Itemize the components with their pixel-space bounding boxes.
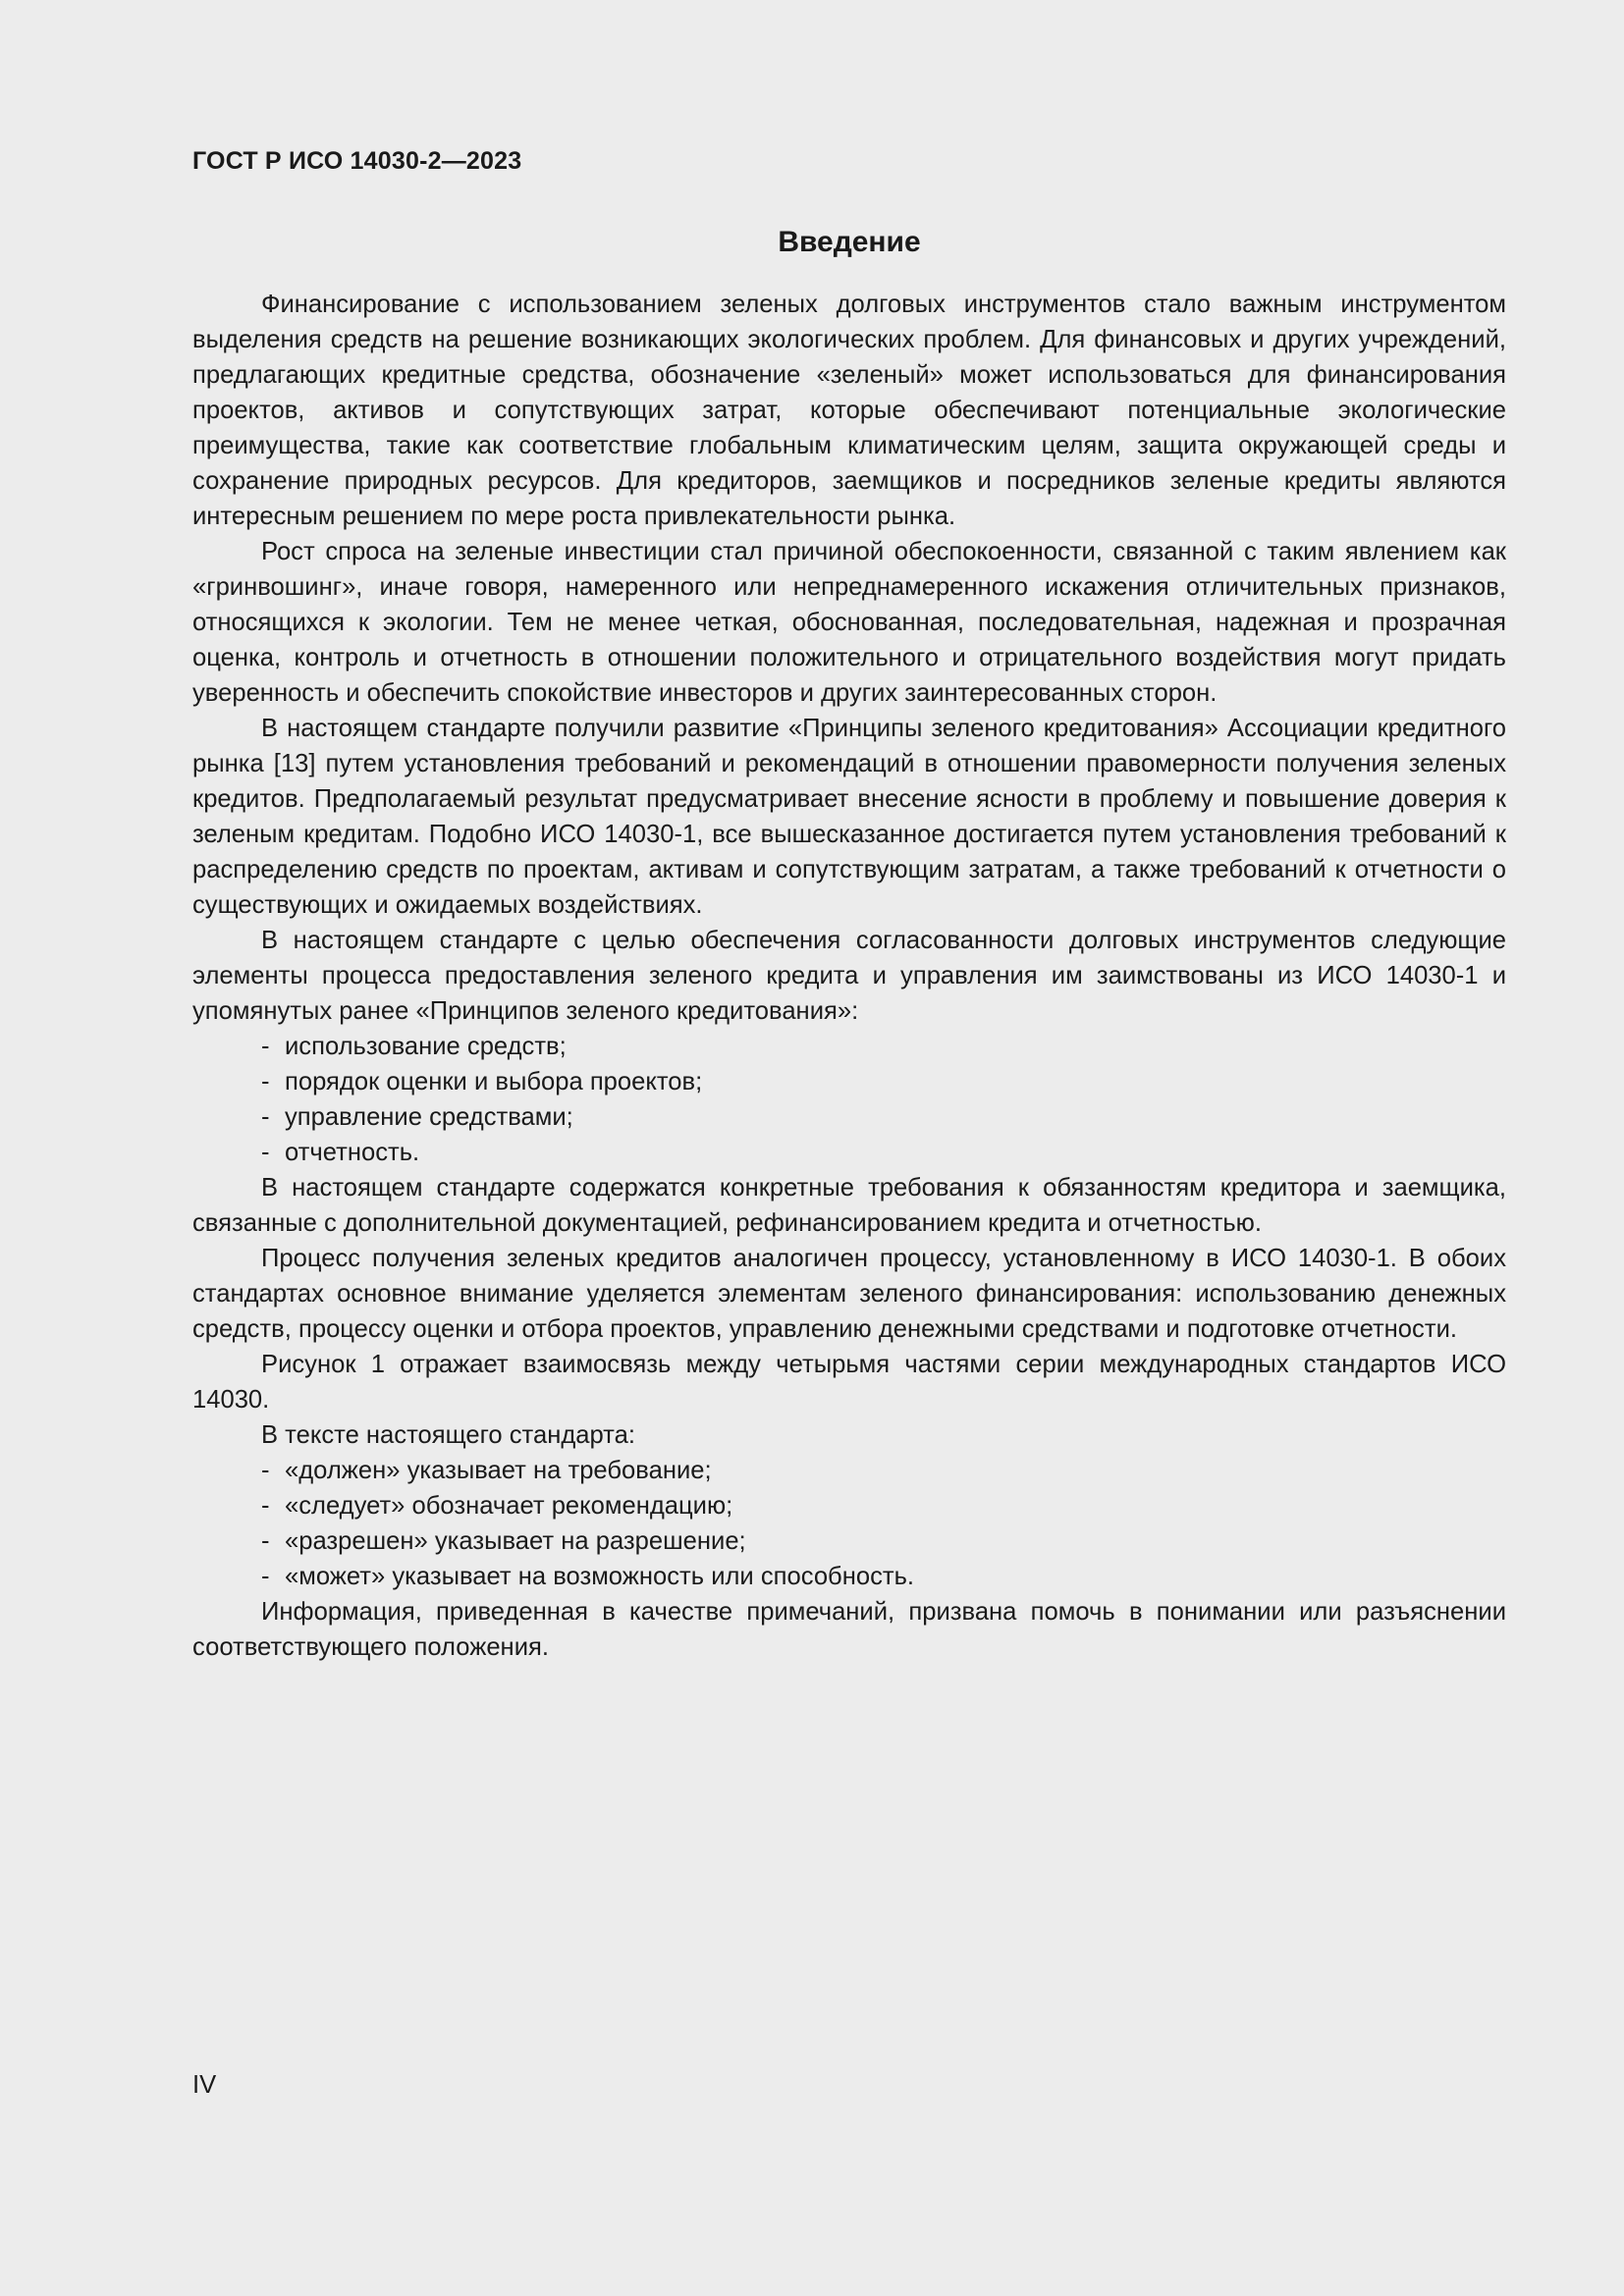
list-item [192,1453,1506,1488]
list-item-text: отчетность. [285,1139,420,1166]
list-item [192,1135,1506,1170]
paragraph: В настоящем стандарте получили развитие «Принципы зеленого кредитования» Ассоциации кредитного рынка [13] путем установления требований и рекомендаций в отношении правомерности получения зеленых кредитов. Предполагаемый результат предусматривает внесение ясности в проблему и повышение доверия к зеленым кредитам. Подобно ИСО 14030-1, все вышесказанное достигается путем установления требований к распределению средств по проектам, активам и сопутствующим затратам, а также требований к отчетности о существующих и ожидаемых воздействиях. [192,715,1506,919]
page-number: IV [192,2071,217,2099]
list-item-text: управление средствами; [285,1103,573,1131]
list-dash: - [261,1139,270,1166]
list-item-text: «должен» указывает на требование; [285,1457,712,1484]
document-body [192,287,1506,1665]
list-item-text: «может» указывает на возможность или способность. [285,1563,915,1590]
paragraph: Рисунок 1 отражает взаимосвязь между четырьмя частями серии международных стандартов ИСО 14030. [192,1351,1506,1414]
paragraph: Процесс получения зеленых кредитов аналогичен процессу, установленному в ИСО 14030-1. В обоих стандартах основное внимание уделяется элементам зеленого финансирования: использованию денежных средств, процессу оценки и отбора проектов, управлению денежными средствами и подготовке отчетности. [192,1245,1506,1343]
document-page [192,0,1506,2296]
list-item-text: «следует» обозначает рекомендацию; [285,1492,733,1520]
paragraph: Рост спроса на зеленые инвестиции стал причиной обеспокоенности, связанной с таким явлением как «гринвошинг», иначе говоря, намеренного или непреднамеренного искажения отличительных признаков, относящихся к экологии. Тем не менее четкая, обоснованная, последовательная, надежная и прозрачная оценка, контроль и отчетность в отношении положительного и отрицательного воздействия могут придать уверенность и обеспечить спокойствие инвесторов и других заинтересованных сторон. [192,538,1506,707]
list-dash: - [261,1033,270,1060]
paragraph: Финансирование с использованием зеленых долговых инструментов стало важным инструментом выделения средств на решение возникающих экологических проблем. Для финансовых и других учреждений, предлагающих кредитные средства, обозначение «зеленый» может использоваться для финансирования проектов, активов и сопутствующих затрат, которые обеспечивают потенциальные экологические преимущества, такие как соответствие глобальным климатическим целям, защита окружающей среды и сохранение природных ресурсов. Для кредиторов, заемщиков и посредников зеленые кредиты являются интересным решением по мере роста привлекательности рынка. [192,291,1506,530]
section-title: Введение [778,226,921,258]
list-item [192,1559,1506,1594]
paragraph: В настоящем стандарте с целью обеспечения согласованности долговых инструментов следующие элементы процесса предоставления зеленого кредита и управления им заимствованы из ИСО 14030-1 и упомянутых ранее «Принципов зеленого кредитования»: [192,927,1506,1025]
list-dash: - [261,1527,270,1555]
document-header: ГОСТ Р ИСО 14030-2—2023 [192,147,522,175]
list-item [192,1523,1506,1559]
list-dash: - [261,1457,270,1484]
list-item-text: «разрешен» указывает на разрешение; [285,1527,746,1555]
list-item [192,1488,1506,1523]
list-dash: - [261,1492,270,1520]
paragraph: В тексте настоящего стандарта: [261,1421,635,1449]
list-item [192,1099,1506,1135]
list-item [192,1064,1506,1099]
paragraph: В настоящем стандарте содержатся конкретные требования к обязанностям кредитора и заемщика, связанные с дополнительной документацией, рефинансированием кредита и отчетностью. [192,1174,1506,1237]
list-item-text: порядок оценки и выбора проектов; [285,1068,703,1095]
list-item [192,1029,1506,1064]
paragraph: Информация, приведенная в качестве примечаний, призвана помочь в понимании или разъяснении соответствующего положения. [192,1598,1506,1661]
list-dash: - [261,1103,270,1131]
list-item-text: использование средств; [285,1033,567,1060]
list-dash: - [261,1563,270,1590]
list-dash: - [261,1068,270,1095]
